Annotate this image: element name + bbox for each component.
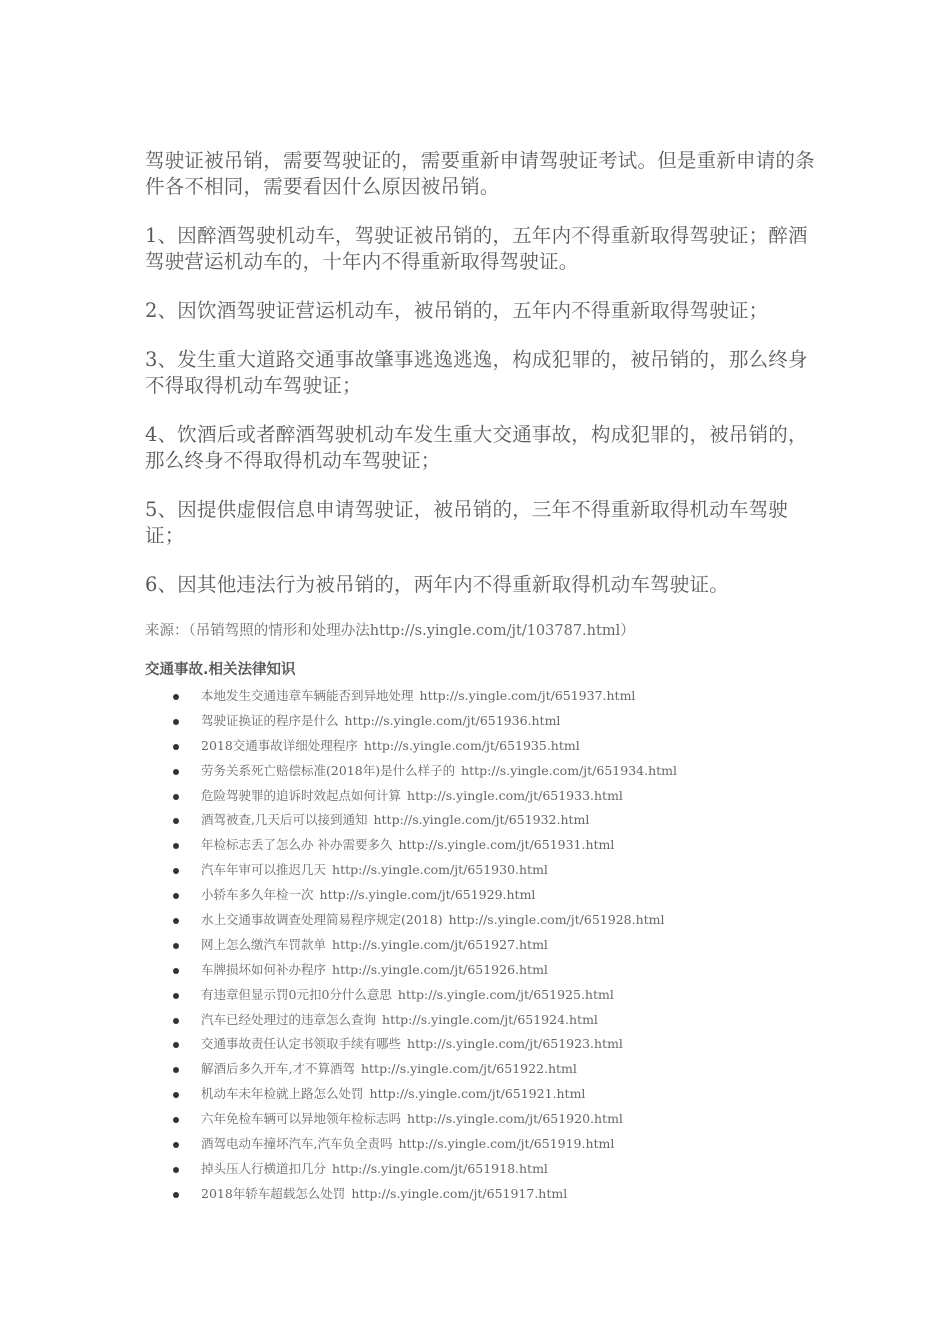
related-link-url[interactable]: http://s.yingle.com/jt/651933.html <box>407 787 623 803</box>
bullet-icon <box>173 818 179 824</box>
related-link-title[interactable]: 2018年轿车超载怎么处罚 <box>201 1185 346 1201</box>
bullet-icon <box>173 719 179 725</box>
related-link-url[interactable]: http://s.yingle.com/jt/651937.html <box>419 688 636 703</box>
related-link-item[interactable] <box>145 983 825 1008</box>
bullet-icon <box>173 1117 179 1123</box>
related-link-title[interactable]: 酒驾被查,几天后可以接到通知 <box>201 812 368 828</box>
bullet-icon <box>173 918 179 924</box>
related-link-item[interactable] <box>145 883 825 908</box>
related-link-title[interactable]: 酒驾电动车撞坏汽车,汽车负全责吗 <box>201 1136 393 1152</box>
bullet-icon <box>173 744 179 750</box>
related-link-item[interactable] <box>145 1057 825 1082</box>
related-link-url[interactable]: http://s.yingle.com/jt/651927.html <box>332 936 548 952</box>
related-link-item[interactable] <box>145 784 825 809</box>
related-link-url[interactable]: http://s.yingle.com/jt/651917.html <box>351 1185 568 1201</box>
related-link-item[interactable] <box>145 808 825 833</box>
bullet-icon <box>173 868 179 874</box>
related-link-item[interactable] <box>145 759 825 784</box>
article-paragraph: 4、饮酒后或者醉酒驾驶机动车发生重大交通事故，构成犯罪的，被吊销的，那么终身不得取得机动车驾驶证； <box>145 423 808 472</box>
related-link-item[interactable] <box>145 1032 825 1057</box>
bullet-icon <box>173 993 179 999</box>
related-link-item[interactable] <box>145 933 825 958</box>
related-link-item[interactable] <box>145 1107 825 1132</box>
related-link-url[interactable]: http://s.yingle.com/jt/651923.html <box>407 1036 623 1052</box>
related-link-title[interactable]: 小轿车多久年检一次 <box>201 887 314 903</box>
related-link-url[interactable]: http://s.yingle.com/jt/651926.html <box>332 961 548 977</box>
related-link-title[interactable]: 水上交通事故调查处理简易程序规定(2018) <box>201 912 443 928</box>
bullet-icon <box>173 1018 179 1024</box>
related-link-title[interactable]: 本地发生交通违章车辆能否到异地处理 <box>201 688 414 703</box>
related-link-item[interactable] <box>145 1008 825 1033</box>
related-section-title: 交通事故.相关法律知识 <box>145 662 296 678</box>
related-links-list <box>145 684 825 1207</box>
bullet-icon <box>173 1092 179 1098</box>
document-page <box>145 148 825 1207</box>
related-link-item[interactable] <box>145 958 825 983</box>
related-link-item[interactable] <box>145 858 825 883</box>
related-link-url[interactable]: http://s.yingle.com/jt/651930.html <box>332 862 548 878</box>
related-link-title[interactable]: 机动车未年检就上路怎么处罚 <box>201 1086 364 1102</box>
related-link-title[interactable]: 掉头压人行横道扣几分 <box>201 1160 327 1176</box>
bullet-icon <box>173 1142 179 1148</box>
related-link-title[interactable]: 2018交通事故详细处理程序 <box>201 737 358 753</box>
related-link-item[interactable] <box>145 833 825 858</box>
related-link-title[interactable]: 危险驾驶罪的追诉时效起点如何计算 <box>201 787 402 803</box>
related-link-title[interactable]: 交通事故责任认定书领取手续有哪些 <box>201 1036 402 1052</box>
article-paragraph: 5、因提供虚假信息申请驾驶证，被吊销的，三年不得重新取得机动车驾驶证； <box>145 498 789 547</box>
related-link-item[interactable] <box>145 1182 825 1207</box>
related-link-item[interactable] <box>145 1132 825 1157</box>
related-link-title[interactable]: 驾驶证换证的程序是什么 <box>201 712 339 728</box>
related-link-title[interactable]: 汽车已经处理过的违章怎么查询 <box>201 1011 377 1027</box>
bullet-icon <box>173 769 179 775</box>
related-link-title[interactable]: 有违章但显示罚0元扣0分什么意思 <box>201 986 392 1002</box>
related-link-url[interactable]: http://s.yingle.com/jt/651931.html <box>398 837 615 853</box>
article-paragraph: 3、发生重大道路交通事故肇事逃逸逃逸，构成犯罪的，被吊销的，那么终身不得取得机动车驾驶证； <box>145 348 808 397</box>
article-paragraph: 6、因其他违法行为被吊销的，两年内不得重新取得机动车驾驶证。 <box>145 573 729 596</box>
related-link-title[interactable]: 车牌损坏如何补办程序 <box>201 961 327 977</box>
related-link-title[interactable]: 六年免检车辆可以异地领年检标志吗 <box>201 1111 402 1127</box>
article-paragraph: 驾驶证被吊销，需要驾驶证的，需要重新申请驾驶证考试。但是重新申请的条件各不相同，需要看因什么原因被吊销。 <box>145 149 815 198</box>
related-link-url[interactable]: http://s.yingle.com/jt/651929.html <box>319 887 536 903</box>
bullet-icon <box>173 1192 179 1198</box>
bullet-icon <box>173 694 179 700</box>
related-link-url[interactable]: http://s.yingle.com/jt/651918.html <box>332 1160 548 1176</box>
bullet-icon <box>173 1167 179 1173</box>
related-link-item[interactable] <box>145 709 825 734</box>
bullet-icon <box>173 843 179 849</box>
bullet-icon <box>173 1042 179 1048</box>
related-link-url[interactable]: http://s.yingle.com/jt/651924.html <box>382 1011 598 1027</box>
related-link-url[interactable]: http://s.yingle.com/jt/651932.html <box>373 812 590 828</box>
related-link-title[interactable]: 解酒后多久开车,才不算酒驾 <box>201 1061 355 1077</box>
bullet-icon <box>173 943 179 949</box>
related-link-item[interactable] <box>145 734 825 759</box>
article-paragraph: 2、因饮酒驾驶证营运机动车，被吊销的，五年内不得重新取得驾驶证； <box>145 299 769 322</box>
article-body <box>145 148 825 598</box>
related-link-url[interactable]: http://s.yingle.com/jt/651936.html <box>344 712 561 728</box>
source-line: 来源：（吊销驾照的情形和处理办法http://s.yingle.com/jt/103787.html） <box>145 623 635 639</box>
related-link-url[interactable]: http://s.yingle.com/jt/651921.html <box>369 1086 586 1102</box>
related-link-url[interactable]: http://s.yingle.com/jt/651922.html <box>360 1061 577 1077</box>
related-link-url[interactable]: http://s.yingle.com/jt/651928.html <box>448 912 665 928</box>
article-paragraph: 1、因醉酒驾驶机动车，驾驶证被吊销的，五年内不得重新取得驾驶证；醉酒驾驶营运机动车的，十年内不得重新取得驾驶证。 <box>145 224 808 273</box>
related-link-url[interactable]: http://s.yingle.com/jt/651919.html <box>398 1136 615 1152</box>
related-link-url[interactable]: http://s.yingle.com/jt/651925.html <box>397 986 614 1002</box>
bullet-icon <box>173 968 179 974</box>
related-link-url[interactable]: http://s.yingle.com/jt/651920.html <box>407 1111 623 1127</box>
related-link-item[interactable] <box>145 1157 825 1182</box>
bullet-icon <box>173 794 179 800</box>
bullet-icon <box>173 1067 179 1073</box>
related-link-url[interactable]: http://s.yingle.com/jt/651935.html <box>363 737 580 753</box>
related-link-item[interactable] <box>145 1082 825 1107</box>
related-link-title[interactable]: 年检标志丢了怎么办 补办需要多久 <box>201 837 393 853</box>
related-link-url[interactable]: http://s.yingle.com/jt/651934.html <box>461 762 677 778</box>
related-link-item[interactable] <box>145 684 825 709</box>
related-link-item[interactable] <box>145 908 825 933</box>
related-link-title[interactable]: 网上怎么缴汽车罚款单 <box>201 936 327 952</box>
related-link-title[interactable]: 劳务关系死亡赔偿标准(2018年)是什么样子的 <box>201 762 456 778</box>
related-link-title[interactable]: 汽车年审可以推迟几天 <box>201 862 327 878</box>
bullet-icon <box>173 893 179 899</box>
